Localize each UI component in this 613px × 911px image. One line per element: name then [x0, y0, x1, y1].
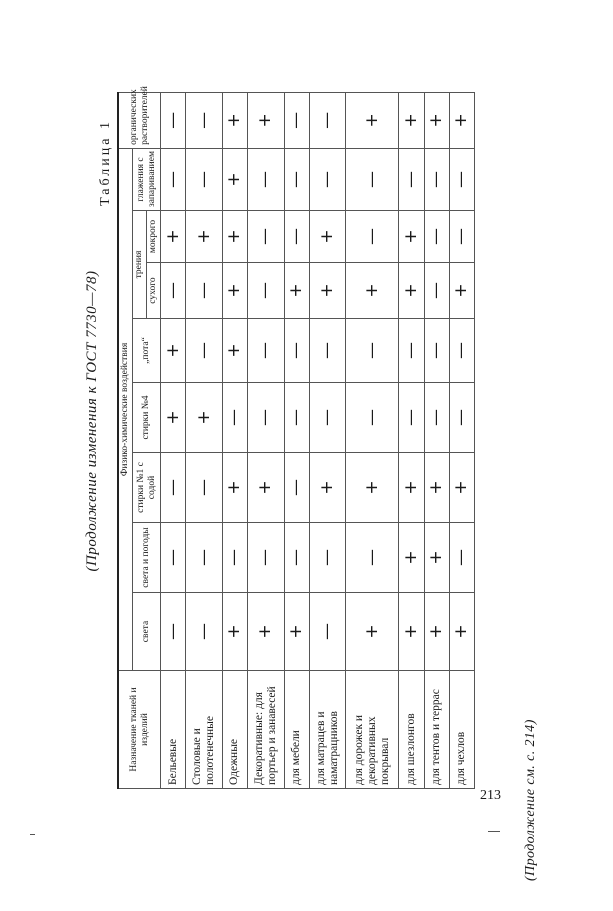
table-cell: —	[186, 319, 223, 383]
row-label: для тентов и террас	[424, 671, 449, 789]
table-cell: —	[248, 383, 285, 453]
table-cell: +	[449, 593, 474, 671]
table-row	[399, 92, 424, 788]
header-wash1: стирки №1 с содой	[133, 453, 161, 523]
table-cell: +	[248, 453, 285, 523]
table-cell: +	[309, 263, 346, 319]
table-cell: —	[449, 319, 474, 383]
table-label: Таблица 1	[98, 119, 113, 206]
table-cell: —	[309, 383, 346, 453]
table-cell: +	[284, 263, 309, 319]
table-row	[161, 92, 186, 788]
table-cell: +	[399, 523, 424, 593]
table-cell: —	[248, 148, 285, 210]
table-cell: —	[449, 383, 474, 453]
table-cell: —	[186, 523, 223, 593]
table-cell: —	[346, 383, 399, 453]
table-cell: —	[186, 263, 223, 319]
table-cell: —	[424, 383, 449, 453]
table-row	[309, 92, 346, 788]
data-table	[117, 86, 475, 789]
table-cell: —	[399, 319, 424, 383]
table-cell: +	[424, 453, 449, 523]
header-wash4: стирки №4	[133, 383, 161, 453]
table-cell: +	[346, 593, 399, 671]
header-ironing: глажения с запариванием	[133, 148, 161, 210]
row-label: для шезлонгов	[399, 671, 424, 789]
table-cell: —	[346, 148, 399, 210]
table-cell: —	[284, 523, 309, 593]
table-cell: —	[424, 319, 449, 383]
table-cell: —	[449, 211, 474, 263]
table-cell: —	[248, 523, 285, 593]
table-cell: +	[222, 92, 247, 148]
table-cell: +	[399, 263, 424, 319]
table-cell: —	[248, 263, 285, 319]
table-cell: —	[399, 148, 424, 210]
table-cell: —	[309, 523, 346, 593]
table-cell: —	[186, 148, 223, 210]
table-cell: —	[424, 211, 449, 263]
table-cell: —	[248, 319, 285, 383]
table-cell: +	[346, 263, 399, 319]
table-row	[424, 92, 449, 788]
table-cell: +	[222, 263, 247, 319]
table-cell: —	[346, 319, 399, 383]
table-cell: +	[161, 319, 186, 383]
table-cell: +	[222, 211, 247, 263]
table-cell: —	[161, 523, 186, 593]
table-row	[449, 92, 474, 788]
table-cell: —	[284, 92, 309, 148]
table-cell: +	[309, 453, 346, 523]
table-cell: +	[161, 211, 186, 263]
table-row	[186, 92, 223, 788]
header-light: света	[133, 593, 161, 671]
table-row	[346, 92, 399, 788]
table-cell: —	[161, 148, 186, 210]
header-note: (Продолжение изменения к ГОСТ 7730—78)	[84, 270, 100, 572]
table-body	[161, 92, 475, 788]
row-label: Одежные	[222, 671, 247, 789]
table-cell: —	[284, 319, 309, 383]
table-cell: +	[424, 523, 449, 593]
row-label: Столовые и полотенечные	[186, 671, 223, 789]
table-cell: +	[399, 453, 424, 523]
table-cell: +	[186, 383, 223, 453]
table-cell: +	[248, 593, 285, 671]
header-light-weather: света и погоды	[133, 523, 161, 593]
table-cell: +	[186, 211, 223, 263]
header-purpose: Назначение тканей и изделий	[118, 671, 161, 789]
header-friction: трения	[133, 211, 147, 319]
table-cell: +	[424, 593, 449, 671]
table-cell: +	[399, 211, 424, 263]
table-cell: —	[186, 453, 223, 523]
table-cell: —	[161, 263, 186, 319]
table-cell: —	[346, 523, 399, 593]
header-dry: сухого	[147, 263, 161, 319]
table-cell: —	[309, 319, 346, 383]
table-cell: +	[346, 453, 399, 523]
table-row	[222, 92, 247, 788]
table-cell: —	[309, 593, 346, 671]
table-cell: +	[222, 319, 247, 383]
table-cell: —	[346, 211, 399, 263]
continuation-note: (Продолжение см. с. 214)	[523, 719, 538, 881]
row-label: Бельевые	[161, 671, 186, 789]
header-sweat: „пота“	[133, 319, 161, 383]
table-cell: —	[284, 383, 309, 453]
table-cell: +	[424, 92, 449, 148]
row-label: Декоративные: для портьер и занавесей	[248, 671, 285, 789]
table-cell: —	[284, 453, 309, 523]
table-cell: +	[449, 92, 474, 148]
table-cell: —	[248, 211, 285, 263]
table-cell: —	[424, 263, 449, 319]
header-group: Физико-химические воздействия	[118, 148, 133, 670]
page-number: 213	[480, 788, 501, 803]
table-cell: +	[346, 92, 399, 148]
table-cell: —	[186, 593, 223, 671]
table-cell: —	[309, 148, 346, 210]
table-cell: —	[399, 383, 424, 453]
table-cell: +	[449, 263, 474, 319]
scan-mark	[488, 831, 500, 832]
table-cell: —	[284, 148, 309, 210]
table-cell: +	[449, 453, 474, 523]
table-cell: —	[449, 523, 474, 593]
row-label: для чехлов	[449, 671, 474, 789]
table-cell: +	[248, 92, 285, 148]
table-cell: +	[222, 593, 247, 671]
table-cell: +	[309, 211, 346, 263]
row-label: для мебели	[284, 671, 309, 789]
table-cell: +	[161, 383, 186, 453]
table-cell: +	[222, 453, 247, 523]
table-cell: +	[222, 148, 247, 210]
table-cell: —	[222, 523, 247, 593]
table-cell: —	[161, 92, 186, 148]
table-cell: —	[449, 148, 474, 210]
scan-mark	[30, 834, 35, 835]
table-cell: —	[161, 453, 186, 523]
table-cell: —	[424, 148, 449, 210]
table-cell: —	[186, 92, 223, 148]
table-cell: —	[222, 383, 247, 453]
row-label: для матрацев и наматрацников	[309, 671, 346, 789]
row-label: для дорожек и декоративных покрывал	[346, 671, 399, 789]
table-cell: —	[309, 92, 346, 148]
header-wet: мокрого	[147, 211, 161, 263]
table-cell: +	[284, 593, 309, 671]
table-row	[284, 92, 309, 788]
table-row	[248, 92, 285, 788]
header-solvents: органических растворителей	[118, 92, 161, 148]
table-cell: —	[161, 593, 186, 671]
table-cell: +	[399, 593, 424, 671]
table-cell: —	[284, 211, 309, 263]
table-cell: +	[399, 92, 424, 148]
